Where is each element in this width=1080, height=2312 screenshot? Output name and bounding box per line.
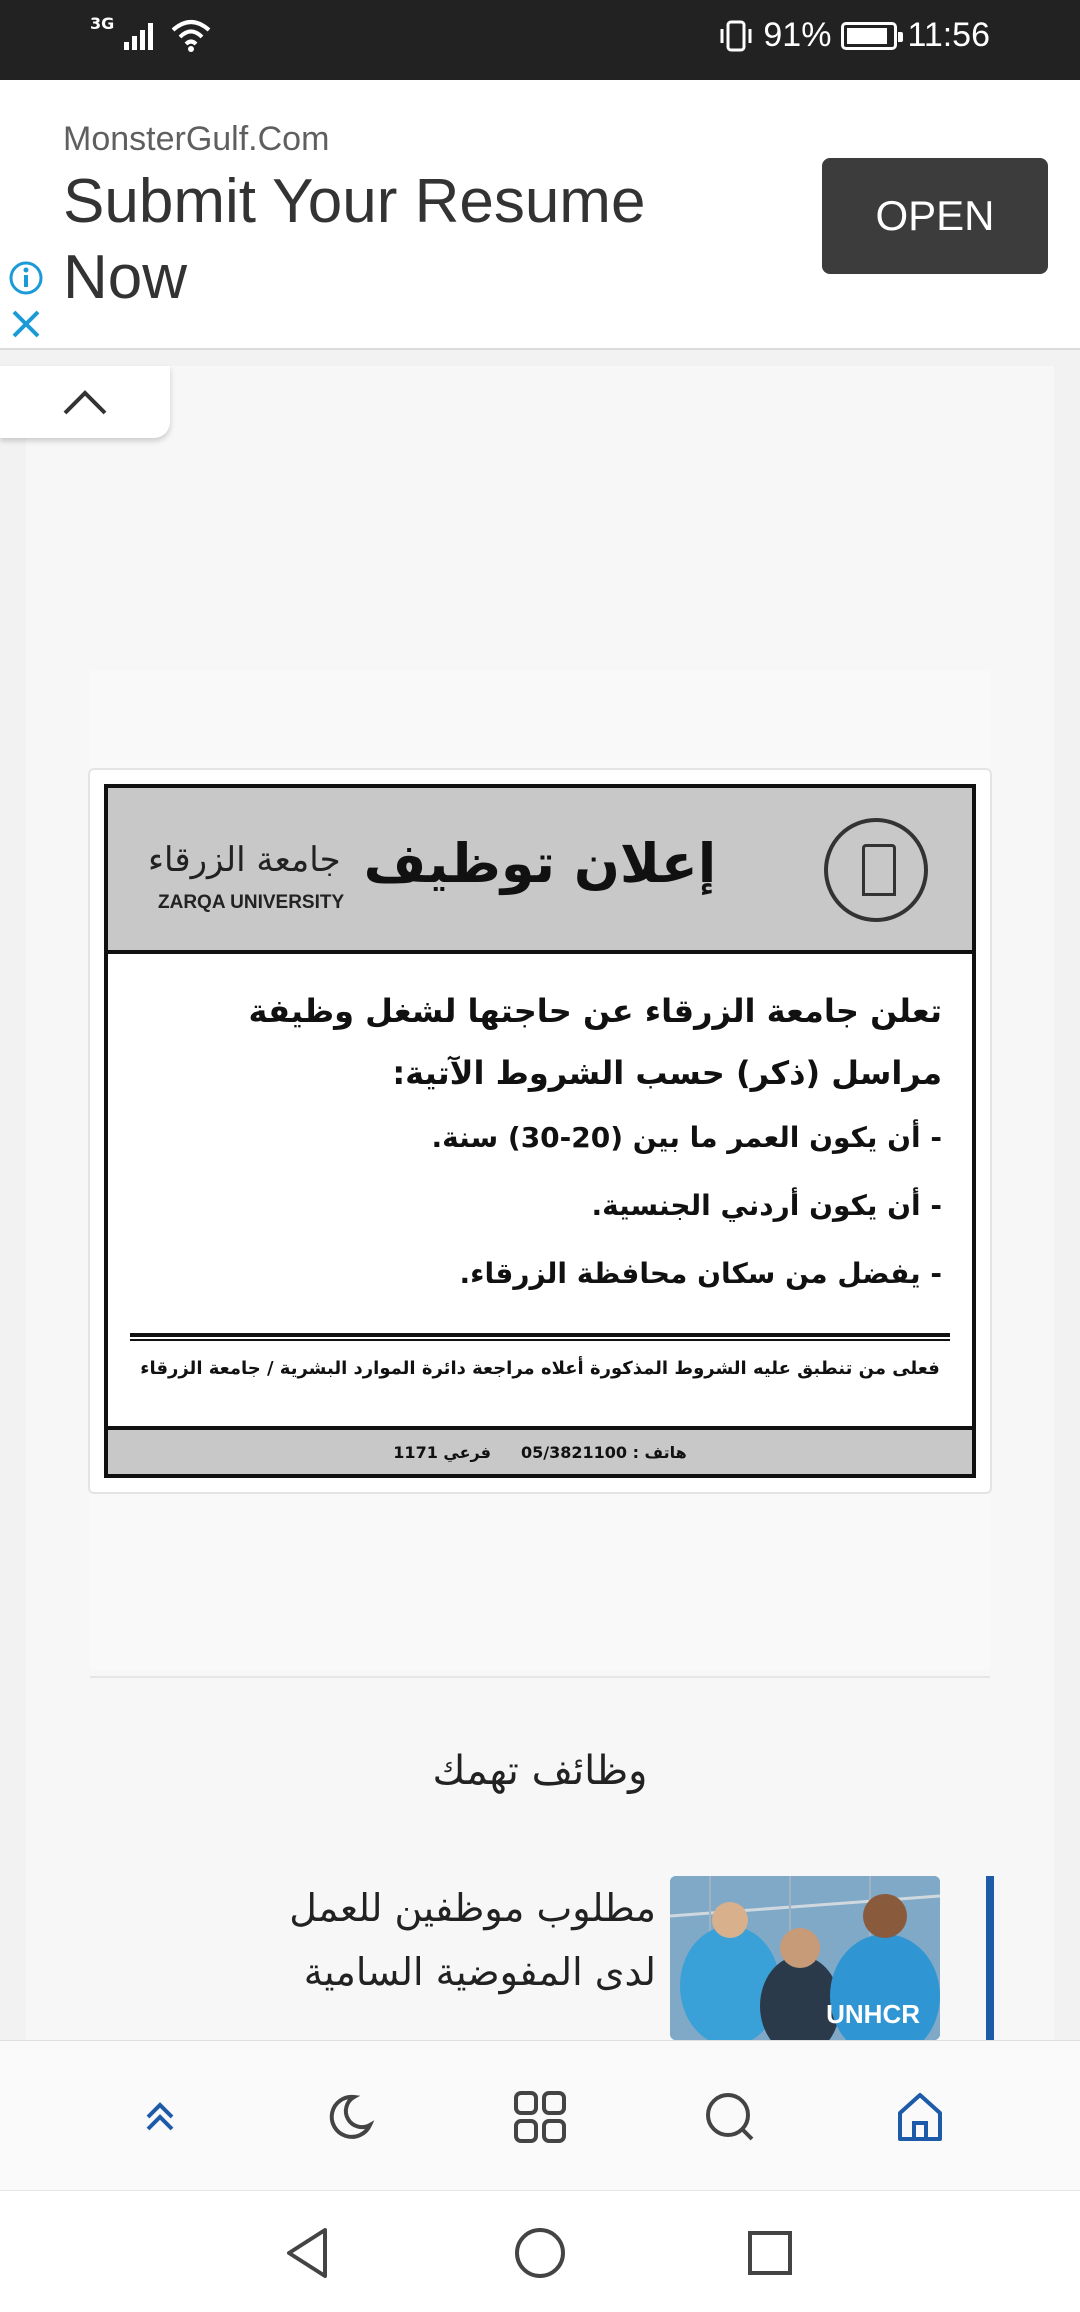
scroll-top-icon (140, 2097, 180, 2137)
ad-open-button[interactable]: OPEN (822, 158, 1048, 274)
job-ad-image[interactable] (88, 768, 992, 1494)
home-nav-button[interactable] (508, 2221, 572, 2285)
recents-icon (745, 2228, 795, 2278)
battery-percent: 91% (763, 16, 832, 54)
job-ad-note: فعلى من تنطبق عليه الشروط المذكورة أعلاه مراجعة دائرة الموارد البشرية / جامعة الزرقاء (140, 1358, 940, 1379)
apps-button[interactable] (508, 2085, 572, 2149)
ad-headline[interactable]: Submit Your Resume Now (63, 167, 646, 312)
wifi-icon (170, 18, 212, 52)
ad-close-icon[interactable] (8, 306, 44, 342)
job-ad-footer (108, 1426, 972, 1474)
job-ad-intro: تعلن جامعة الزرقاء عن حاجتها لشغل وظيفة مراسل (ذكر) حسب الشروط الآتية: (248, 992, 942, 1092)
vibrate-icon (719, 19, 753, 53)
job-card-title[interactable]: مطلوب موظفين للعمل لدى المفوضية السامية (289, 1886, 656, 1994)
dark-mode-button[interactable] (318, 2085, 382, 2149)
job-ad-header (108, 788, 972, 954)
network-indicators (90, 13, 212, 52)
university-seal-icon (824, 818, 928, 922)
job-ad-title: إعلان توظيف (363, 832, 717, 895)
job-ad-frame (104, 784, 976, 1478)
job-ad-condition: - أن يكون أردني الجنسية. (591, 1189, 942, 1222)
search-button[interactable] (698, 2085, 762, 2149)
home-icon (892, 2089, 948, 2145)
job-ad-body (108, 954, 972, 1308)
collapse-ad-tab[interactable] (0, 366, 170, 438)
clock: 11:56 (907, 16, 990, 54)
apps-grid-icon (512, 2089, 568, 2145)
job-ad-extension: فرعي 1171 (393, 1442, 491, 1462)
ad-advertiser: MonsterGulf.Com (63, 120, 330, 158)
ad-info-icon[interactable] (8, 260, 44, 296)
dark-mode-icon (324, 2091, 376, 2143)
university-logo-english: ZARQA UNIVERSITY (158, 892, 345, 913)
university-logo-arabic: جامعة الزرقاء (148, 840, 341, 880)
back-button[interactable] (276, 2221, 340, 2285)
job-card-thumbnail[interactable] (670, 1876, 940, 2040)
job-ad-divider (130, 1333, 950, 1341)
system-indicators (719, 16, 990, 55)
job-card-accent (986, 1876, 994, 2040)
related-job-card[interactable] (90, 1876, 994, 2040)
job-ad-phone: هاتف : 05/3821100 (520, 1442, 687, 1462)
ad-banner[interactable] (0, 80, 1080, 350)
status-bar (0, 0, 1080, 80)
thumbnail-label: UNHCR (826, 1999, 920, 2029)
recents-button[interactable] (738, 2221, 802, 2285)
network-type: 3G (90, 13, 115, 33)
scroll-top-button[interactable] (128, 2085, 192, 2149)
system-nav-bar (0, 2190, 1080, 2312)
battery-icon (841, 22, 897, 50)
back-icon (283, 2226, 333, 2280)
home-button[interactable] (888, 2085, 952, 2149)
section-divider (90, 1676, 990, 1678)
related-jobs-title: وظائف تهمك (432, 1748, 648, 1794)
job-ad-condition: - أن يكون العمر ما بين (20-30) سنة. (431, 1121, 942, 1154)
job-ad-condition: - يفضل من سكان محافظة الزرقاء. (459, 1257, 942, 1290)
chevron-up-icon (61, 387, 109, 417)
home-circle-icon (513, 2226, 567, 2280)
signal-icon (124, 20, 160, 50)
browser-toolbar (0, 2040, 1080, 2190)
search-icon (702, 2089, 758, 2145)
